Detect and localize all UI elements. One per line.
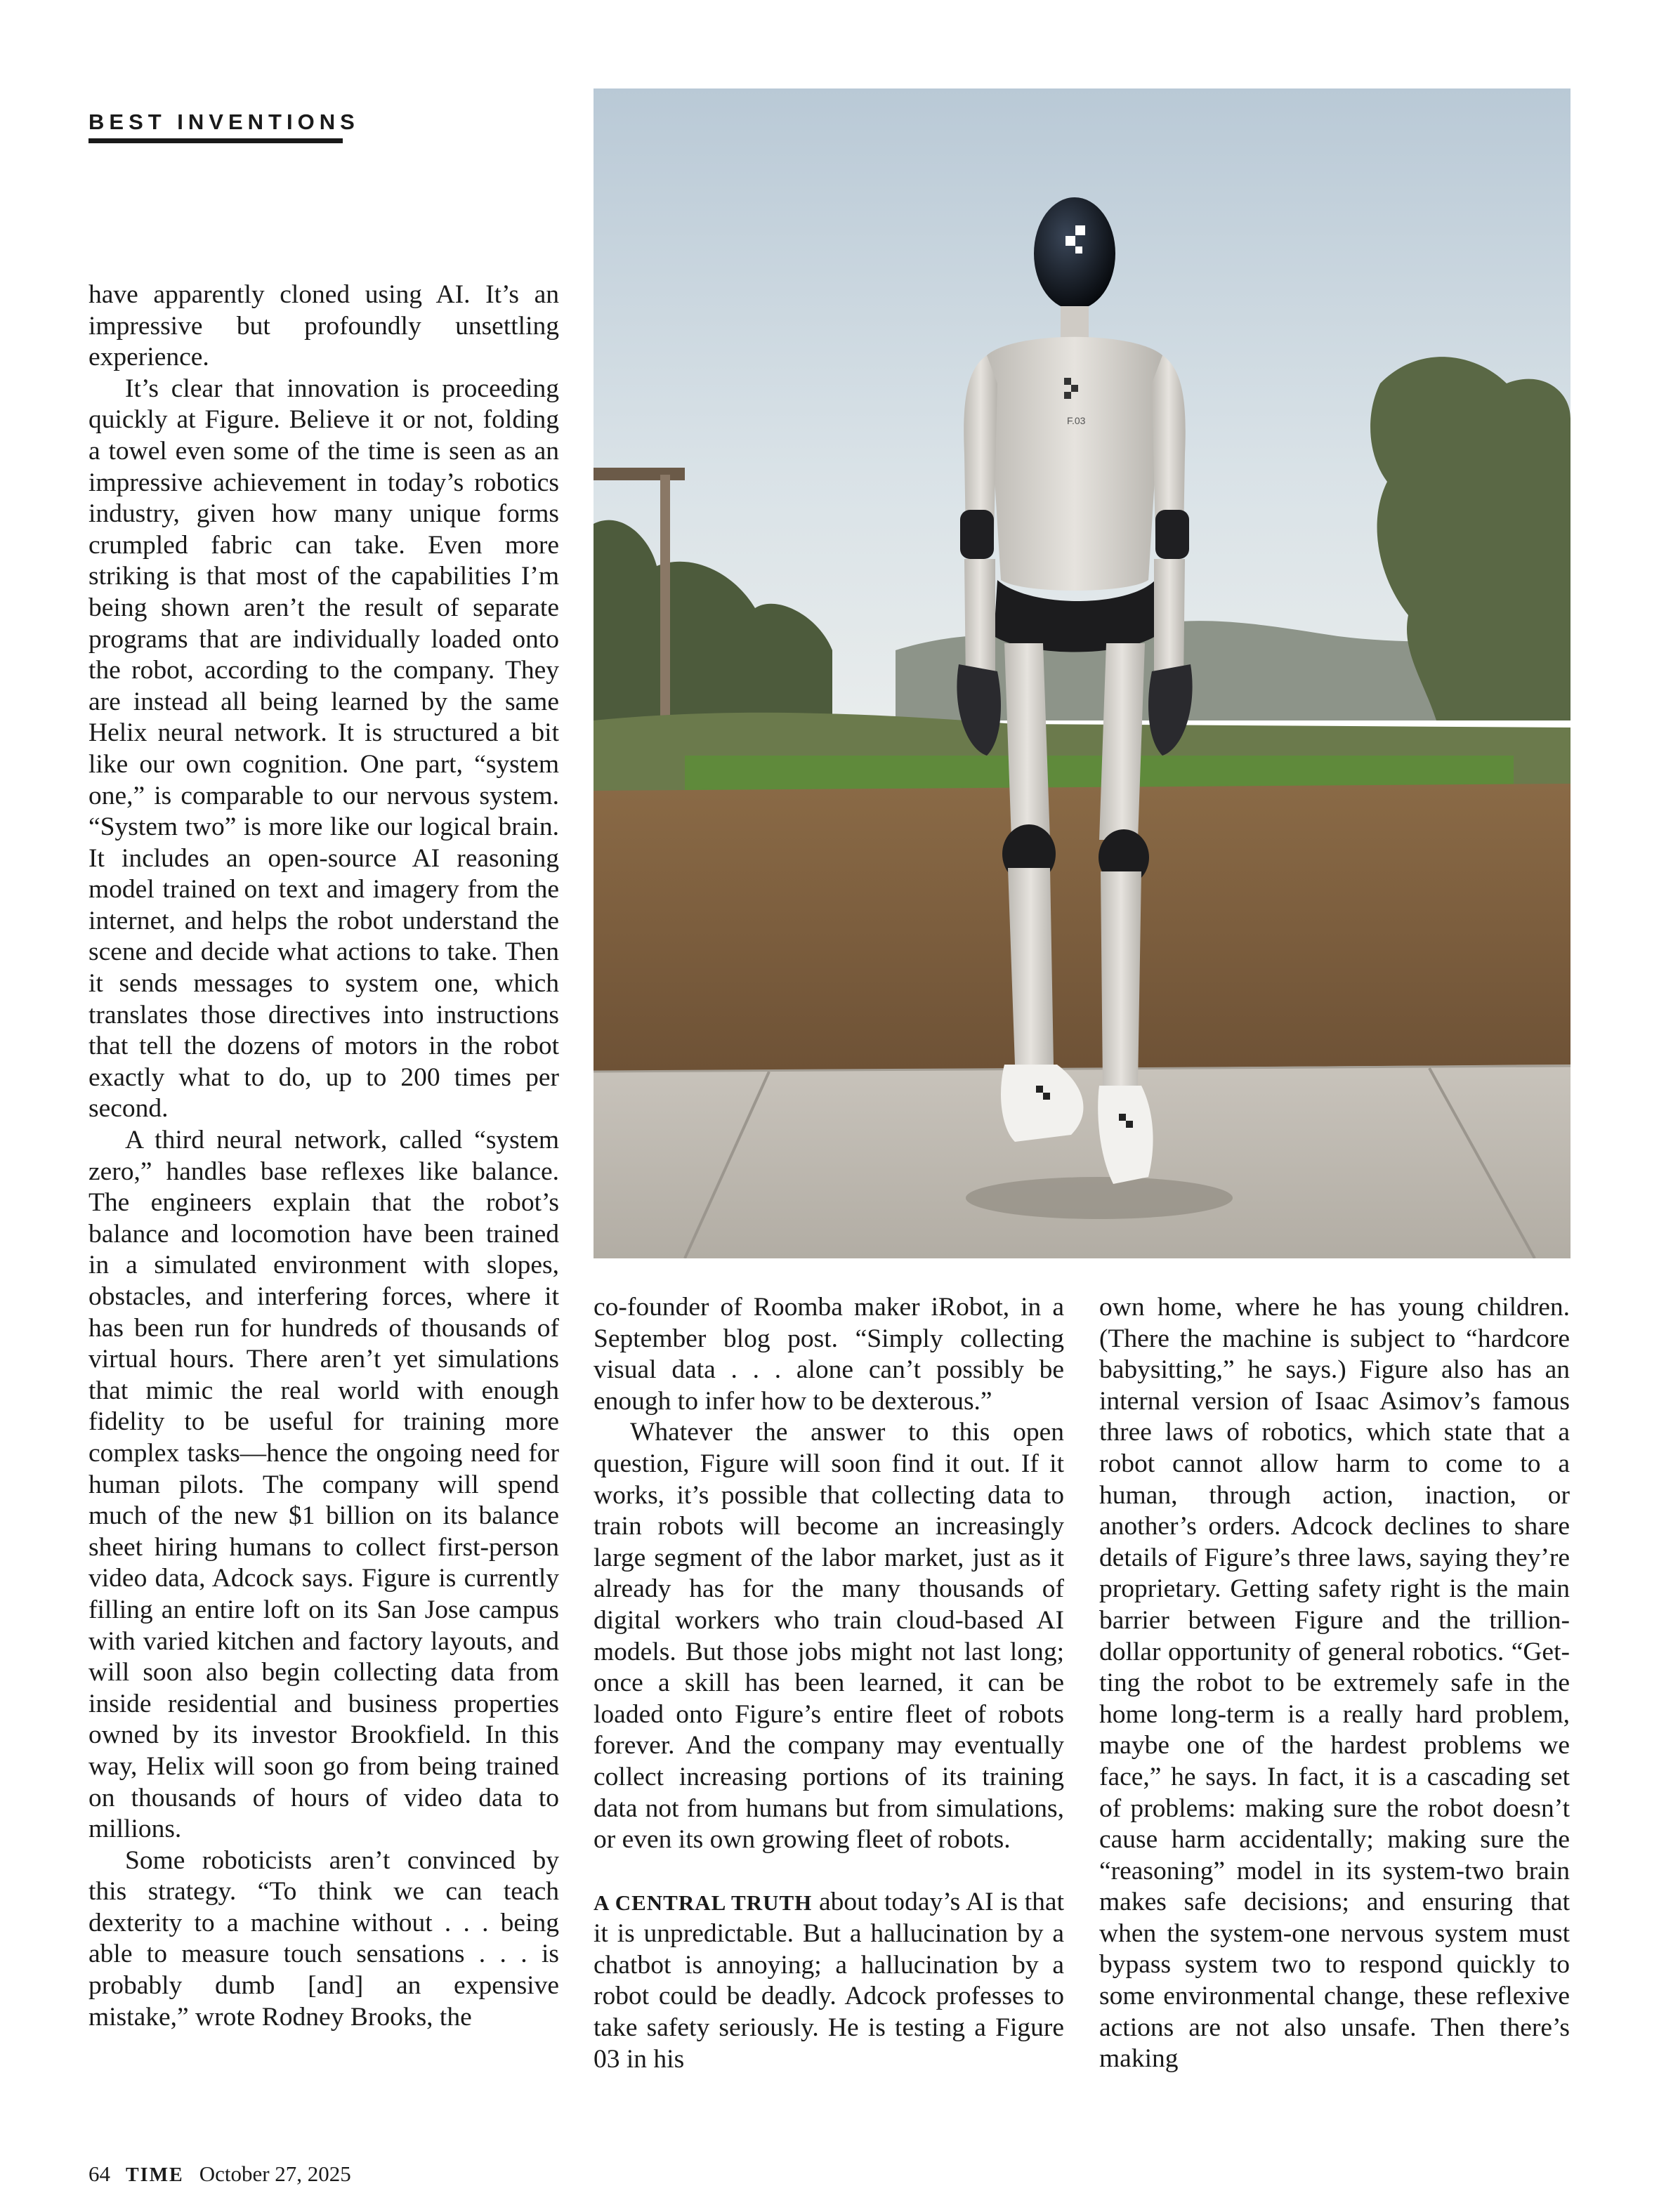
- magazine-name: TIME: [126, 2164, 184, 2186]
- page-footer: [88, 2161, 351, 2187]
- issue-date: October 27, 2025: [199, 2161, 351, 2186]
- section-lead-in: A CENTRAL TRUTH: [594, 1890, 813, 1915]
- chest-mark: F.03: [1067, 415, 1086, 426]
- robot-photo: [594, 88, 1571, 1258]
- paragraph-text: about today’s AI is that it is unpredictable. But a hallucination by a chatbot is annoying; a hallucination by a robot could be deadly. Adcock professes to take safety seriously. He is testing a Figure 03 in his: [594, 1887, 1064, 2074]
- paragraph: [594, 1887, 1064, 2076]
- paragraph: own home, where he has young children. (There the machine is subject to “hardcore babysitting,” he says.) Figure also has an internal version of Isaac Asimov’s famous three laws of robotics, which state that a robot cannot allow harm to come to a human, through action, inaction, or another’s orders. Adcock declines to share details of Figure’s three laws, saying they’re proprietary. Getting safety right is the main barrier between Figure and the trillion-dollar opportunity of general robotics. “Getting the robot to be extremely safe in the home long-term is a really hard problem, maybe one of the hardest problems we face,” he says. In fact, it is a cascading set of problems: making sure the robot doesn’t cause harm accidentally; making sure the “reasoning” model in its system-two brain makes safe decisions; and ensuring that when the system-one nervous system must bypass system two to respond quickly to some environmental change, these reflexive actions are not also unsafe. Then there’s making: [1099, 1293, 1570, 2074]
- paragraph: Whatever the answer to this open question, Figure will soon find it out. If it works, it’s possible that collecting data to train robots will become an increasingly large segment of the labor market, just as it already has for the many thousands of digital workers who train cloud-based AI models. But those jobs might not last long; once a skill has been learned, it can be loaded onto Figure’s entire fleet of robots forever. And the company may eventually collect increasing portions of its training data not from humans but from simulations, or even its own growing fleet of robots.: [594, 1418, 1064, 1855]
- section-label: BEST INVENTIONS: [88, 110, 360, 134]
- paragraph: A third neural network, called “system zero,” handles base reflexes like balance. The engineers explain that the robot’s balance and locomotion have been trained in a simulated environment with slopes, obstacles, and interfering forces, where it has been run for hundreds of thousands of virtual hours. There aren’t yet simulations that mimic the real world with enough fidelity to be useful for training more complex tasks—hence the ongoing need for human pilots. The company will spend much of the new $1 billion on its balance sheet hiring humans to collect first-person video data, Adcock says. Figure is currently filling an entire loft on its San Jose campus with varied kitchen and factory layouts, and will soon also begin collecting data from inside residential and business properties owned by its investor Brookfield. In this way, Helix will soon go from being trained on thousands of hours of video data to millions.: [88, 1126, 559, 1844]
- paragraph: It’s clear that innovation is proceeding quickly at Figure. Believe it or not, folding a towel even some of the time is seen as an impressive achievement in today’s robotics industry, given how many unique forms crumpled fabric can take. Even more striking is that most of the capabilities I’m being shown aren’t the result of separate programs that are individually loaded onto the robot, according to the company. They are instead all being learned by the same Helix neural network. It is structured a bit like our own cognition. One part, “system one,” is comparable to our nervous system. “System two” is more like our logical brain. It includes an open-source AI reasoning model trained on text and imagery from the internet, and helps the robot understand the scene and decide what actions to take. Then it sends messages to system one, which translates those directives into instructions that tell the dozens of motors in the robot exactly what to do, up to 200 times per second.: [88, 374, 559, 1124]
- text-column-2: [594, 1292, 1064, 2075]
- page-number: 64: [88, 2161, 110, 2186]
- paragraph: Some roboticists aren’t convinced by this strategy. “To think we can teach dexterity to a machine without . . . being able to measure touch sensations . . . is probably dumb [and] an expensive mistake,” wrote Rodney Brooks, the: [88, 1845, 559, 2032]
- text-column-3: [1099, 1292, 1570, 2075]
- paragraph: have apparently cloned using AI. It’s an impressive but profoundly unsettling experience.: [88, 280, 559, 372]
- paragraph: co-founder of Roomba maker iRobot, in a September blog post. “Simply collecting visual data . . . alone can’t possibly be enough to infer how to be dexterous.”: [594, 1293, 1064, 1416]
- text-column-1: [88, 279, 559, 2033]
- section-rule: [88, 138, 343, 143]
